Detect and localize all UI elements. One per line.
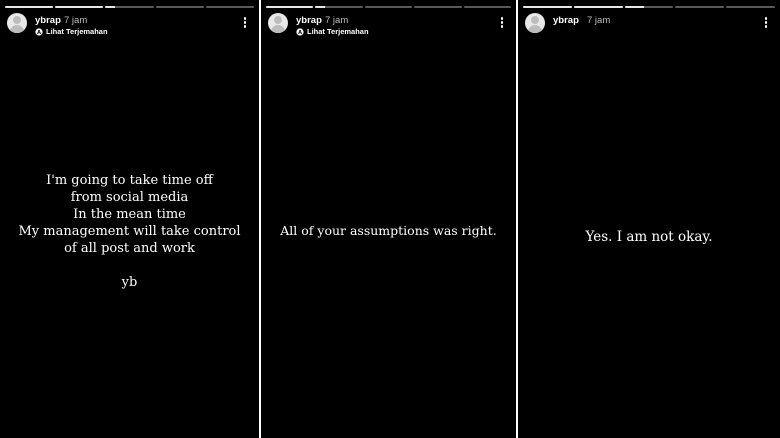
- username[interactable]: ybrap: [35, 15, 61, 26]
- progress-segment: [266, 6, 313, 8]
- progress-segment: [414, 6, 461, 8]
- more-options-icon[interactable]: [500, 17, 504, 31]
- svg-text:A: A: [298, 29, 302, 36]
- progress-segment: [315, 6, 362, 8]
- story-panel-1[interactable]: [0, 0, 259, 438]
- story-text: All of your assumptions was right.: [280, 223, 497, 238]
- translate-icon: [35, 28, 43, 36]
- username[interactable]: ybrap: [553, 15, 579, 26]
- progress-segment: [523, 6, 572, 8]
- post-time: 7 jam: [587, 15, 611, 26]
- svg-text:A: A: [37, 29, 41, 36]
- translate-icon: [296, 28, 304, 36]
- story-text: I'm going to take time off from social media In the mean time My management will take control of all post and work yb: [18, 173, 241, 290]
- story-progress-bar: [5, 6, 254, 8]
- avatar[interactable]: [268, 13, 288, 33]
- post-time: 7 jam: [64, 15, 88, 26]
- see-translation-label: Lihat Terjemahan: [307, 27, 369, 36]
- progress-segment: [365, 6, 412, 8]
- progress-segment: [675, 6, 724, 8]
- see-translation-button[interactable]: [35, 27, 108, 36]
- username[interactable]: ybrap: [296, 15, 322, 26]
- story-progress-bar: [266, 6, 511, 8]
- more-options-icon[interactable]: [243, 17, 247, 31]
- avatar[interactable]: [7, 13, 27, 33]
- story-header: [525, 13, 774, 37]
- story-progress-bar: [523, 6, 775, 8]
- avatar[interactable]: [525, 13, 545, 33]
- post-time: 7 jam: [325, 15, 349, 26]
- progress-segment: [5, 6, 53, 8]
- see-translation-button[interactable]: [296, 27, 369, 36]
- progress-segment: [726, 6, 775, 8]
- progress-segment: [574, 6, 623, 8]
- story-text: Yes. I am not okay.: [585, 229, 713, 245]
- progress-segment: [55, 6, 103, 8]
- progress-segment: [464, 6, 511, 8]
- more-options-icon[interactable]: [764, 17, 768, 31]
- story-panel-2[interactable]: [261, 0, 516, 438]
- progress-segment: [105, 6, 153, 8]
- progress-segment: [625, 6, 674, 8]
- story-panel-3[interactable]: [518, 0, 780, 438]
- progress-segment: [156, 6, 204, 8]
- story-header: [7, 13, 253, 37]
- progress-segment: [206, 6, 254, 8]
- see-translation-label: Lihat Terjemahan: [46, 27, 108, 36]
- story-header: [268, 13, 510, 37]
